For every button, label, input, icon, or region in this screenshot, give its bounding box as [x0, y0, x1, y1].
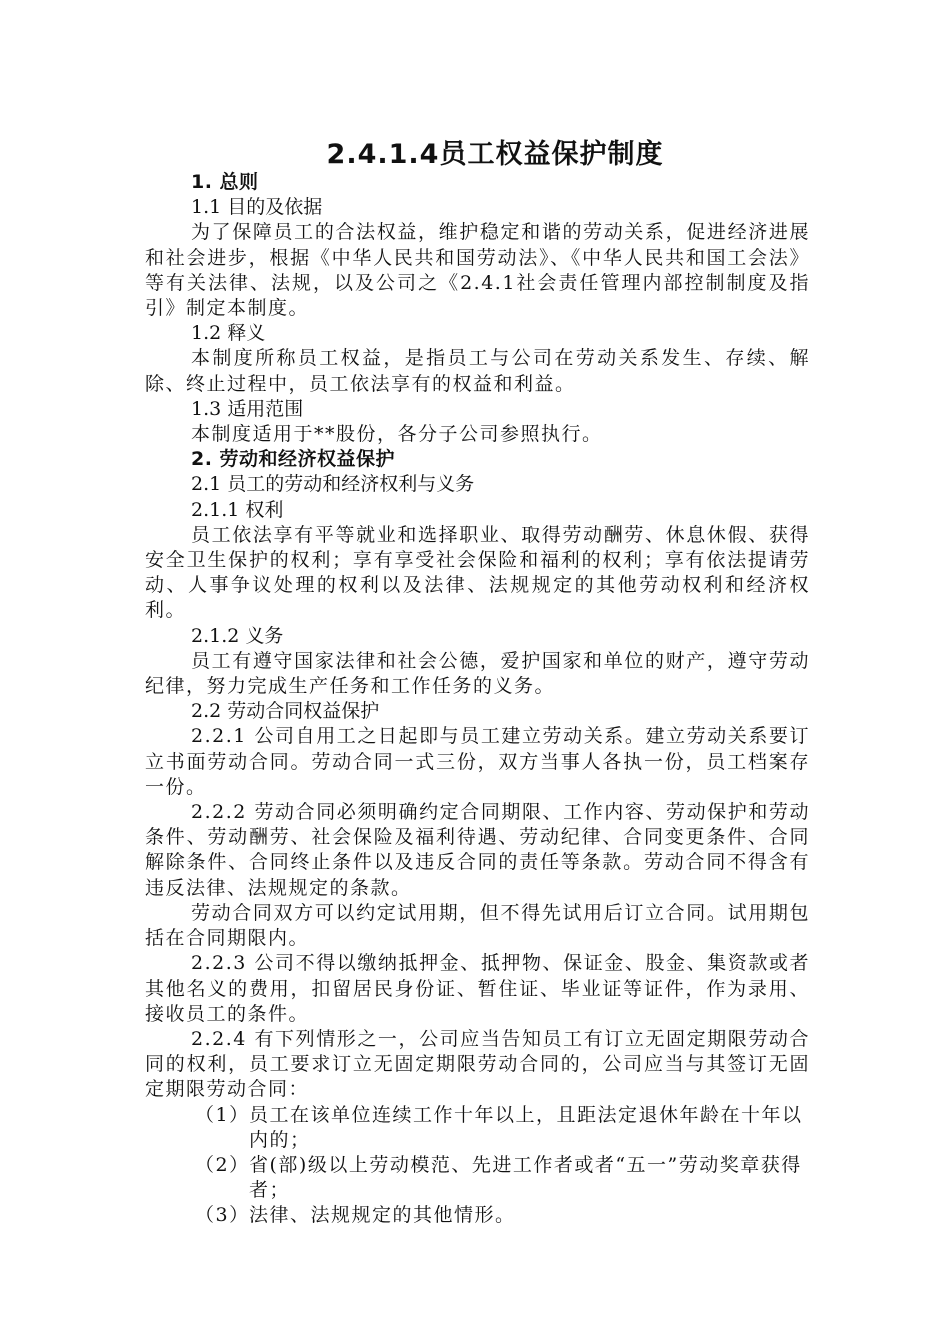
paragraph: 2.2.4 有下列情形之一，公司应当告知员工有订立无固定期限劳动合同的权利，员工要求订立无固定期限劳动合同的，公司应当与其签订无固定期限劳动合同：	[145, 1027, 810, 1101]
subsection-heading: 2.1.1 权利	[191, 498, 284, 521]
list-item-number: （2）	[195, 1153, 250, 1176]
section-heading: 2. 劳动和经济权益保护	[191, 448, 396, 471]
list-item-text: 员工在该单位连续工作十年以上，且距法定退休年龄在十年以内的；	[249, 1103, 803, 1151]
paragraph: 劳动合同双方可以约定试用期，但不得先试用后订立合同。试用期包括在合同期限内。	[145, 901, 810, 950]
section-heading: 1. 总则	[191, 171, 259, 193]
paragraph: 2.2.3 公司不得以缴纳抵押金、抵押物、保证金、股金、集资款或者其他名义的费用，扣留居民身份证、暂住证、毕业证等证件，作为录用、接收员工的条件。	[145, 952, 810, 1025]
list-item	[145, 1203, 810, 1228]
paragraph: 本制度所称员工权益，是指员工与公司在劳动关系发生、存续、解除、终止过程中，员工依法享有的权益和利益。	[145, 347, 810, 395]
subsection-heading: 1.2 释义	[191, 322, 266, 345]
list-item-number: （3）	[195, 1204, 250, 1227]
paragraph: 本制度适用于**股份，各分子公司参照执行。	[191, 423, 603, 446]
list-item-number: （1）	[195, 1103, 250, 1126]
list-item-text: 法律、法规规定的其他情形。	[249, 1204, 516, 1227]
document-body	[145, 170, 810, 1229]
subsection-heading: 1.1 目的及依据	[191, 196, 323, 219]
paragraph: 2.2.2 劳动合同必须明确约定合同期限、工作内容、劳动保护和劳动条件、劳动酬劳、社会保险及福利待遇、劳动纪律、合同变更条件、合同解除条件、合同终止条件以及违反合同的责任等条款。劳动合同不得含有违反法律、法规规定的条款。	[145, 801, 810, 899]
subsection-heading: 2.2 劳动合同权益保护	[191, 700, 380, 723]
paragraph: 员工依法享有平等就业和选择职业、取得劳动酬劳、休息休假、获得安全卫生保护的权利；享有享受社会保险和福利的权利；享有依法提请劳动、人事争议处理的权利以及法律、法规规定的其他劳动权利和经济权利。	[145, 523, 810, 622]
subsection-heading: 2.1 员工的劳动和经济权利与义务	[191, 473, 475, 496]
list-item	[145, 1103, 810, 1153]
page-title: 2.4.1.4员工权益保护制度	[326, 139, 664, 170]
list-item-text: 省(部)级以上劳动模范、先进工作者或者“五一”劳动奖章获得者；	[249, 1153, 802, 1202]
subsection-heading: 2.1.2 义务	[191, 624, 284, 647]
paragraph: 2.2.1 公司自用工之日起即与员工建立劳动关系。建立劳动关系要订立书面劳动合同。劳动合同一式三份，双方当事人各执一份，员工档案存一份。	[145, 725, 810, 798]
list-item	[145, 1153, 810, 1203]
paragraph: 员工有遵守国家法律和社会公德，爱护国家和单位的财产，遵守劳动纪律，努力完成生产任务和工作任务的义务。	[145, 649, 810, 698]
paragraph: 为了保障员工的合法权益，维护稳定和谐的劳动关系，促进经济进展和社会进步，根据《中华人民共和国劳动法》、《中华人民共和国工会法》等有关法律、法规，以及公司之《2.4.1社会责任管理内部控制制度及指引》制定本制度。	[145, 221, 810, 320]
subsection-heading: 1.3 适用范围	[191, 397, 304, 420]
